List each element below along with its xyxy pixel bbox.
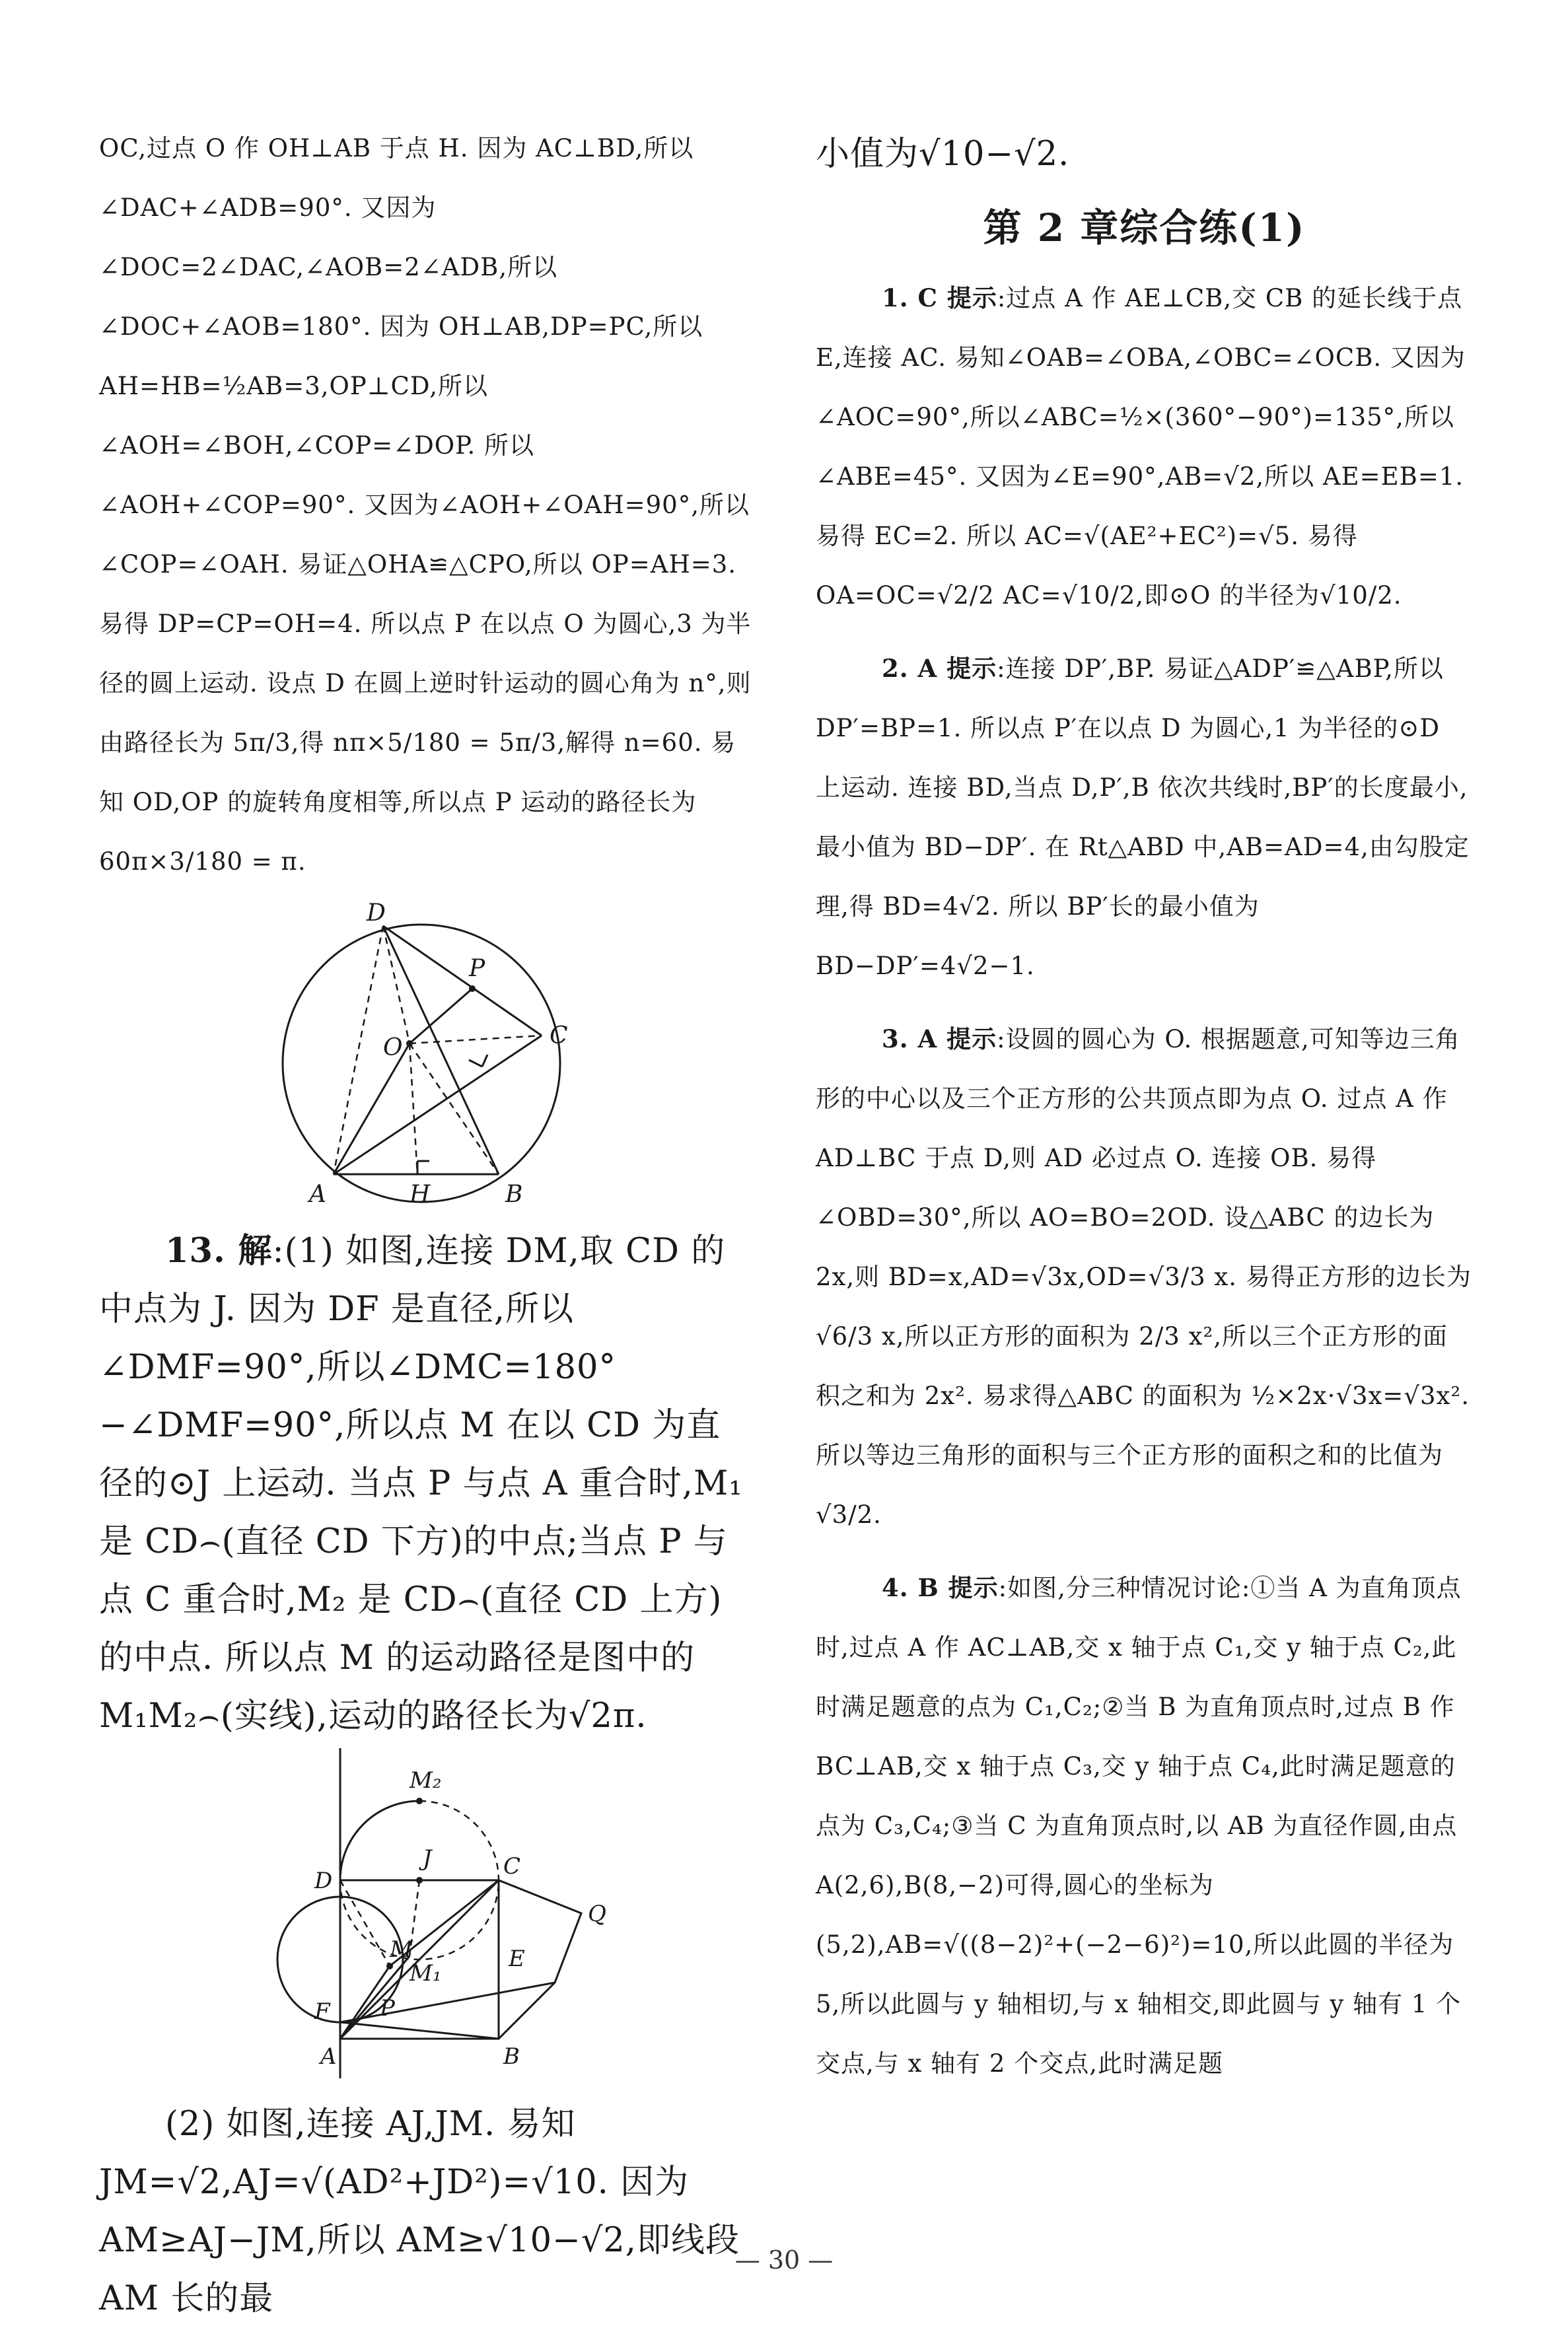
label-f: F [314, 1998, 330, 2025]
label-m: M [390, 1936, 413, 1963]
label-q: Q [588, 1901, 606, 1927]
q13-part2: (2) 如图,连接 AJ,JM. 易知 JM=√2,AJ=√(AD²+JD²)=√10. 因为 AM≥AJ−JM,所以 AM≥√10−√2,即线段 AM 长的最 [99, 2105, 740, 2318]
q13-number: 13. 解 [165, 1231, 273, 1271]
right-column [816, 0, 1473, 2094]
right-continuation: 小值为√10−√2. [816, 135, 1070, 174]
label-m2: M₂ [410, 1767, 442, 1794]
segment-dc [383, 926, 542, 1036]
label-p2: P [380, 1995, 395, 2022]
page-number: — 30 — [734, 2245, 834, 2275]
figure-square-diagram [99, 1748, 753, 2092]
left-column [99, 0, 753, 2328]
segment-op [410, 989, 472, 1043]
segment-ao [334, 1043, 410, 1174]
q3: 3. A 提示:设圆的圆心为 O. 根据题意,可知等边三角形的中心以及三个正方形的公共顶点即为点 O. 过点 A 作 AD⊥BC 于点 D,则 AD 必过点 O. 连接 OB. 易得∠OBD=30°,所以 AO=BO=2OD. 设△ABC 的边长为 2x,则 BD=x,AD=√3x,OD=√3/3 x. 易得正方形的边长为 √6/3 x,所以正方形的面积为 2/3 x²,所以三个正方形的面积之和为 2x². 易求得△ABC 的面积为 ½×2x·√3x=√3x². 所以等边三角形的面积与三个正方形的面积之和的比值为 √3/2. [816, 1024, 1472, 1529]
q3-head: 3. A 提示 [882, 1024, 997, 1053]
label-o: O [383, 1034, 403, 1061]
q4: 4. B 提示:如图,分三种情况讨论:①当 A 为直角顶点时,过点 A 作 AC⊥AB,交 x 轴于点 C₁,交 y 轴于点 C₂,此时满足题意的点为 C₁,C₂;②当 B 为直角顶点时,过点 B 作 BC⊥AB,交 x 轴于点 C₃,交 y 轴于点 C₄,此时满足题意的点为 C₃,C₄;③当 C 为直角顶点时,以 AB 为直径作圆,由点 A(2,6),B(8,−2)可得,圆心的坐标为(5,2),AB=√((8−2)²+(−2−6)²)=10,所以此圆的半径为 5,所以此圆与 y 轴相切,与 x 轴相交,即此圆与 y 轴有 1 个交点,与 x 轴有 2 个交点,此时满足题 [816, 1573, 1462, 2078]
label-m1: M₁ [410, 1960, 442, 1987]
label-d: D [367, 899, 386, 927]
label-b: B [505, 1181, 523, 1208]
label-b2: B [503, 2043, 520, 2070]
q1-head: 1. C 提示 [882, 283, 997, 312]
label-a: A [309, 1181, 326, 1208]
label-p: P [469, 955, 485, 982]
q4-head: 4. B 提示 [882, 1573, 999, 1602]
solution-continuation: OC,过点 O 作 OH⊥AB 于点 H. 因为 AC⊥BD,所以∠DAC+∠ADB=90°. 又因为∠DOC=2∠DAC,∠AOB=2∠ADB,所以∠DOC+∠AOB=180°. 因为 OH⊥AB,DP=PC,所以 AH=HB=½AB=3,OP⊥CD,所以∠AOH=∠BOH,∠COP=∠DOP. 所以∠AOH+∠COP=90°. 又因为∠AOH+∠OAH=90°,所以∠COP=∠OAH. 易证△OHA≌△CPO,所以 OP=AH=3. 易得 DP=CP=OH=4. 所以点 P 在以点 O 为圆心,3 为半径的圆上运动. 设点 D 在圆上逆时针运动的圆心角为 n°,则由路径长为 5π/3,得 nπ×5/180 = 5π/3,解得 n=60. 易知 OD,OP 的旋转角度相等,所以点 P 运动的路径长为 60π×3/180 = π. [99, 134, 752, 876]
segment-ac [334, 1036, 542, 1174]
label-a2: A [320, 2043, 337, 2070]
label-c: C [550, 1022, 568, 1049]
q1: 1. C 提示:过点 A 作 AE⊥CB,交 CB 的延长线于点 E,连接 AC. 易知∠OAB=∠OBA,∠OBC=∠OCB. 又因为∠AOC=90°,所以∠ABC=½×(360°−90°)=135°,所以∠ABE=45°. 又因为∠E=90°,AB=√2,所以 AE=EB=1. 易得 EC=2. 所以 AC=√(AE²+EC²)=√5. 易得 OA=OC=√2/2 AC=√10/2,即⊙O 的半径为√10/2. [816, 283, 1466, 610]
q2: 2. A 提示:连接 DP′,BP. 易证△ADP′≌△ABP,所以 DP′=BP=1. 所以点 P′在以点 D 为圆心,1 为半径的⊙D 上运动. 连接 BD,当点 D,P′,B 依次共线时,BP′的长度最小,最小值为 BD−DP′. 在 Rt△ABD 中,AB=AD=4,由勾股定理,得 BD=4√2. 所以 BP′长的最小值为 BD−DP′=4√2−1. [816, 654, 1470, 980]
label-j: J [423, 1845, 432, 1872]
label-c2: C [503, 1853, 521, 1880]
label-d2: D [314, 1868, 333, 1894]
label-e: E [509, 1946, 525, 1972]
figure-circle-diagram [99, 892, 753, 1222]
label-h: H [410, 1181, 431, 1208]
q13-part1: 13. 解:(1) 如图,连接 DM,取 CD 的中点为 J. 因为 DF 是直径,所以∠DMF=90°,所以∠DMC=180°−∠DMF=90°,所以点 M 在以 CD 为直径的⊙J 上运动. 当点 P 与点 A 重合时,M₁ 是 CD⌢(直径 CD 下方)的中点;当点 P 与点 C 重合时,M₂ 是 CD⌢(直径 CD 上方)的中点. 所以点 M 的运动路径是图中的 M₁M₂⌢(实线),运动的路径长为√2π. [99, 1231, 743, 1736]
q2-head: 2. A 提示 [882, 654, 997, 683]
chapter-title: 第 2 章综合练(1) [983, 205, 1306, 250]
